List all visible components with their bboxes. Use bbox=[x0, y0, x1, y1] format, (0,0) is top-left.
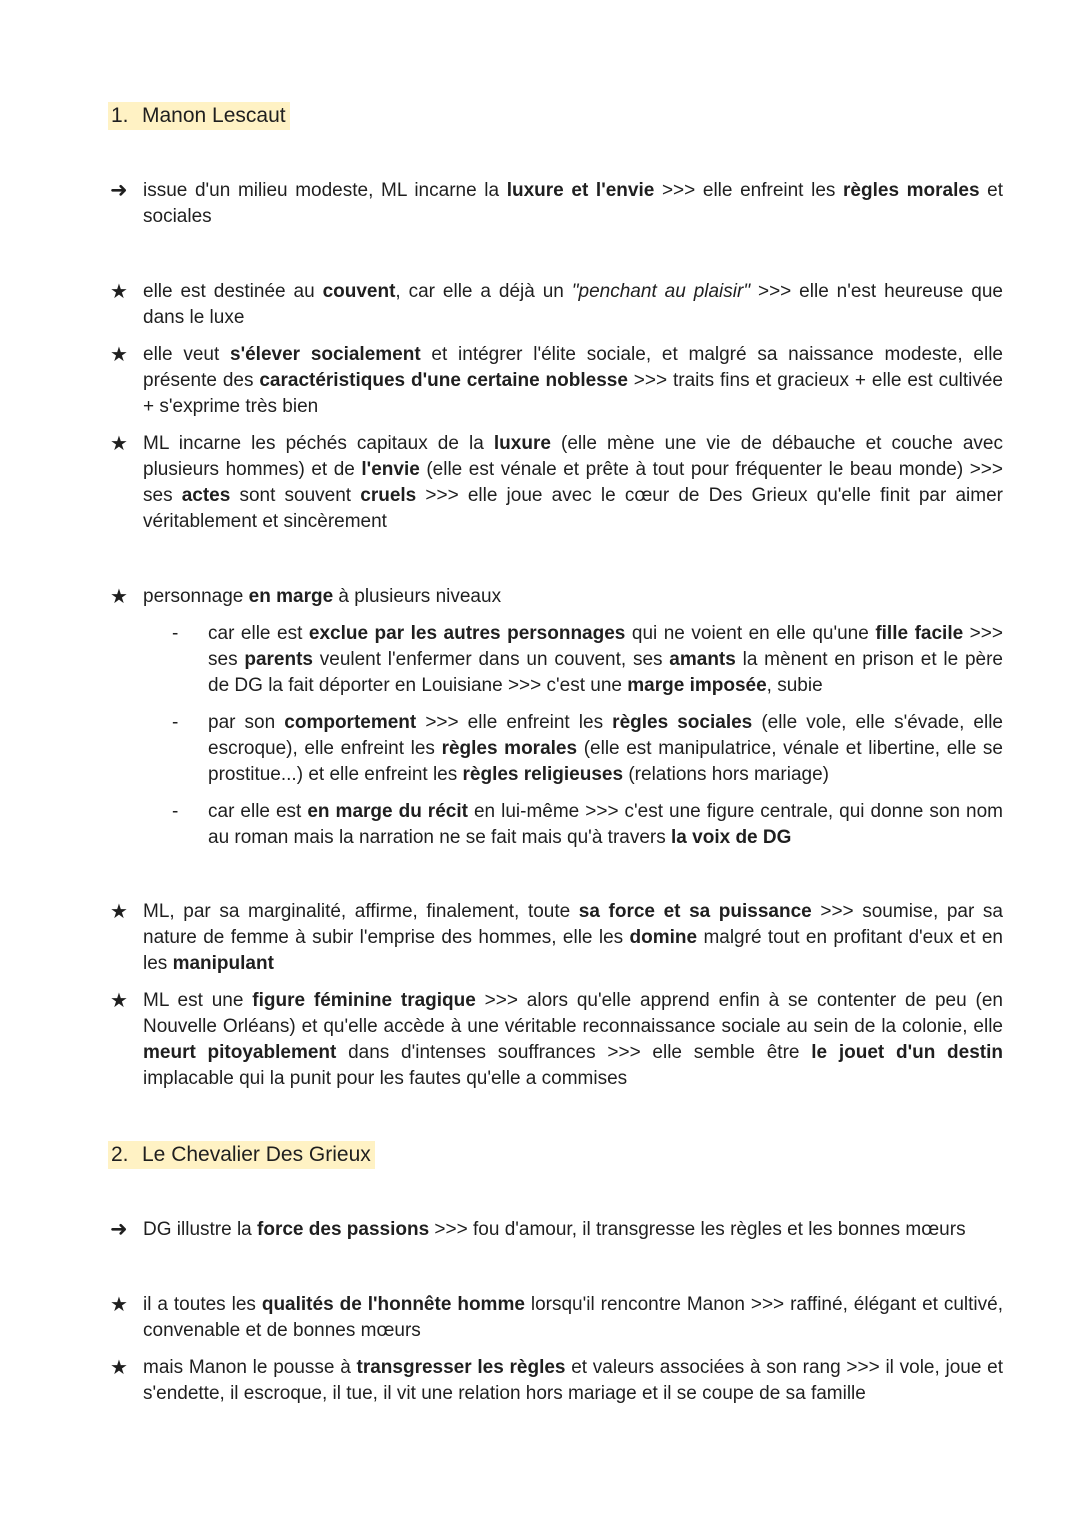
bullet-text bbox=[143, 178, 1003, 230]
bold-text: règles morales bbox=[843, 180, 980, 201]
text-run: ML est une bbox=[143, 990, 253, 1011]
bullet-text bbox=[143, 1355, 1003, 1407]
star-bullet bbox=[110, 431, 1003, 535]
text-run: (relations hors mariage) bbox=[623, 764, 829, 785]
text-run: , car elle a déjà un bbox=[395, 281, 572, 302]
text-run: (elle vole, elle s'évade, elle escroque), elle enfreint les bbox=[208, 712, 1004, 759]
text-run: >>> elle enfreint les bbox=[654, 180, 844, 201]
bullet-text bbox=[143, 988, 1003, 1092]
text-run: malgré tout en profitant d'eux et en les bbox=[143, 927, 1003, 974]
star-bullet bbox=[110, 584, 1003, 610]
text-run: sont souvent bbox=[230, 485, 361, 506]
bold-text: qualités de l'honnête homme bbox=[261, 1294, 525, 1315]
bold-text: fille facile bbox=[875, 623, 964, 644]
star-bullet bbox=[110, 1355, 1003, 1407]
star-icon: ★ bbox=[110, 901, 128, 923]
star-icon: ★ bbox=[110, 586, 128, 608]
text-run: issue d'un milieu modeste, ML incarne bbox=[143, 180, 485, 201]
heading-number: 1. bbox=[111, 104, 129, 127]
arrow-bullet bbox=[110, 1217, 1003, 1243]
text-run: (elle est vénale et prête à tout pour fréquenter le beau monde) >>> ses bbox=[143, 459, 1003, 506]
bullet-text bbox=[208, 799, 1003, 851]
text-run: DG illustre la bbox=[143, 1219, 258, 1240]
text-run: elle veut bbox=[143, 344, 231, 365]
star-icon: ★ bbox=[110, 1294, 128, 1316]
text-run: >>> elle n'est heureuse que dans le luxe bbox=[143, 281, 1003, 328]
section-heading-1 bbox=[108, 102, 290, 130]
bullet-text bbox=[208, 710, 1003, 788]
text-run: (elle mène une vie de débauche et couche avec plusieurs hommes) et de bbox=[143, 433, 1004, 480]
text-run: car elle est bbox=[208, 801, 308, 822]
text-run: >>> elle joue avec le cœur de Des Grieux qu'elle finit par aimer véritablement et sincèrement bbox=[143, 485, 1003, 532]
text-run: mais Manon le pousse à bbox=[143, 1357, 357, 1378]
bold-text: en marge du récit bbox=[307, 801, 468, 822]
bullet-text bbox=[143, 899, 1003, 977]
bold-text: force des passions bbox=[257, 1219, 430, 1240]
bold-text: en marge bbox=[248, 586, 334, 607]
bold-text: cruels bbox=[360, 485, 417, 506]
text-run: personnage bbox=[143, 586, 249, 607]
bold-text: s'élever socialement bbox=[230, 344, 421, 365]
text-run: >>> elle enfreint les bbox=[416, 712, 613, 733]
bold-text: règles morales bbox=[441, 738, 578, 759]
bold-text: caractéristiques d'une certaine noblesse bbox=[259, 370, 628, 391]
arrow-icon: ➜ bbox=[110, 1218, 128, 1241]
bold-text: amants bbox=[669, 649, 736, 670]
bold-text: meurt pitoyablement bbox=[143, 1042, 337, 1063]
text-run: la mènent en prison et le père de DG la fait déporter en Louisiane >>> c'est une bbox=[208, 649, 1003, 696]
bold-text: règles religieuses bbox=[462, 764, 624, 785]
text-run: elle est destinée au bbox=[143, 281, 323, 302]
text-run: ML, par sa marginalité, affirme, finalement, toute bbox=[143, 901, 579, 922]
text-run: en lui-même >>> c'est une figure centrale, qui donne son nom au roman mais la narration ne se fait mais qu'à travers bbox=[208, 801, 1003, 848]
section-heading-2 bbox=[108, 1141, 375, 1169]
text-run: veulent l'enfermer dans un couvent, ses bbox=[312, 649, 670, 670]
dash-marker: - bbox=[172, 801, 179, 822]
bold-text: luxure et l'envie bbox=[506, 180, 655, 201]
text-run: >>> alors qu'elle apprend enfin à se contenter de peu (en Nouvelle Orléans) et qu'elle accède à une véritable reconnaissance sociale au sein de la colonie, elle bbox=[143, 990, 1003, 1037]
bullet-text bbox=[143, 279, 1003, 331]
bold-text: exclue par les autres personnages bbox=[308, 623, 626, 644]
star-icon: ★ bbox=[110, 1357, 128, 1379]
text-run: à plusieurs niveaux bbox=[333, 586, 502, 607]
star-bullet bbox=[110, 899, 1003, 977]
text-run: ML incarne les péchés capitaux de la bbox=[143, 433, 494, 454]
text-run: par son bbox=[208, 712, 285, 733]
text-run: et valeurs associées à son rang >>> il vole, joue et s'endette, il escroque, il tue, il vit une relation hors mariage et il se coupe de sa famille bbox=[143, 1357, 1003, 1404]
bullet-text bbox=[143, 1292, 1003, 1344]
bold-text: la voix de DG bbox=[671, 827, 792, 848]
bold-text: luxure bbox=[493, 433, 551, 454]
bullet-text bbox=[143, 1217, 1003, 1243]
bold-text: manipulant bbox=[172, 953, 274, 974]
arrow-icon: ➜ bbox=[110, 179, 128, 202]
dash-marker: - bbox=[172, 712, 179, 733]
text-run: >>> traits fins et gracieux + elle est cultivée + s'exprime très bien bbox=[143, 370, 1003, 417]
text-run: qui ne voient en elle qu'une bbox=[625, 623, 876, 644]
star-icon: ★ bbox=[110, 433, 128, 455]
text-run: (elle est manipulatrice, vénale et libertine, elle se prostitue...) et elle enfreint les bbox=[208, 738, 1003, 785]
heading-title: Manon Lescaut bbox=[142, 104, 286, 127]
dash-bullet bbox=[172, 799, 1003, 851]
text-run: >>> soumise, par sa nature de femme à subir l'emprise des hommes, elle les bbox=[143, 901, 1003, 948]
text-run: et intégrer l'élite sociale, et malgré sa naissance modeste, elle présente des bbox=[143, 344, 1003, 391]
heading-number: 2. bbox=[111, 1143, 129, 1166]
text-run: , subie bbox=[766, 675, 823, 696]
bold-text: le jouet d'un destin bbox=[811, 1042, 1003, 1063]
text-run: implacable qui la punit pour les fautes qu'elle a commises bbox=[143, 1068, 628, 1089]
bold-text: domine bbox=[629, 927, 698, 948]
bold-text: marge imposée bbox=[627, 675, 767, 696]
star-bullet bbox=[110, 988, 1003, 1092]
bullet-text bbox=[143, 431, 1003, 535]
text-run: et sociales bbox=[143, 180, 1004, 227]
bold-text: comportement bbox=[284, 712, 417, 733]
star-icon: ★ bbox=[110, 344, 128, 366]
dash-marker: - bbox=[172, 623, 179, 644]
bold-text: couvent bbox=[322, 281, 396, 302]
star-bullet bbox=[110, 342, 1003, 420]
bullet-text bbox=[143, 584, 1003, 610]
dash-bullet bbox=[172, 621, 1003, 699]
text-run: >>> ses bbox=[208, 623, 1003, 670]
text-run: >>> fou d'amour, il transgresse les règles et les bonnes mœurs bbox=[429, 1219, 966, 1240]
text-run: la bbox=[484, 180, 507, 201]
bold-text: transgresser les règles bbox=[356, 1357, 566, 1378]
bold-text: l'envie bbox=[361, 459, 420, 480]
bold-text: sa force et sa puissance bbox=[578, 901, 812, 922]
text-run: dans d'intenses souffrances >>> elle semble être bbox=[336, 1042, 812, 1063]
bold-text: actes bbox=[181, 485, 231, 506]
star-icon: ★ bbox=[110, 281, 128, 303]
text-run: car elle est bbox=[208, 623, 309, 644]
star-bullet bbox=[110, 279, 1003, 331]
star-icon: ★ bbox=[110, 990, 128, 1012]
heading-title: Le Chevalier Des Grieux bbox=[142, 1143, 371, 1166]
dash-bullet bbox=[172, 710, 1003, 788]
bold-text: parents bbox=[244, 649, 313, 670]
italic-text: "penchant au plaisir" bbox=[571, 281, 751, 302]
text-run: lorsqu'il rencontre Manon >>> raffiné, élégant et cultivé, convenable et de bonnes mœurs bbox=[143, 1294, 1003, 1341]
bold-text: figure féminine tragique bbox=[252, 990, 476, 1011]
star-bullet bbox=[110, 1292, 1003, 1344]
bold-text: règles sociales bbox=[612, 712, 753, 733]
bullet-text bbox=[208, 621, 1003, 699]
text-run: il a toutes les bbox=[143, 1294, 262, 1315]
bullet-text bbox=[143, 342, 1003, 420]
arrow-bullet bbox=[110, 178, 1003, 230]
